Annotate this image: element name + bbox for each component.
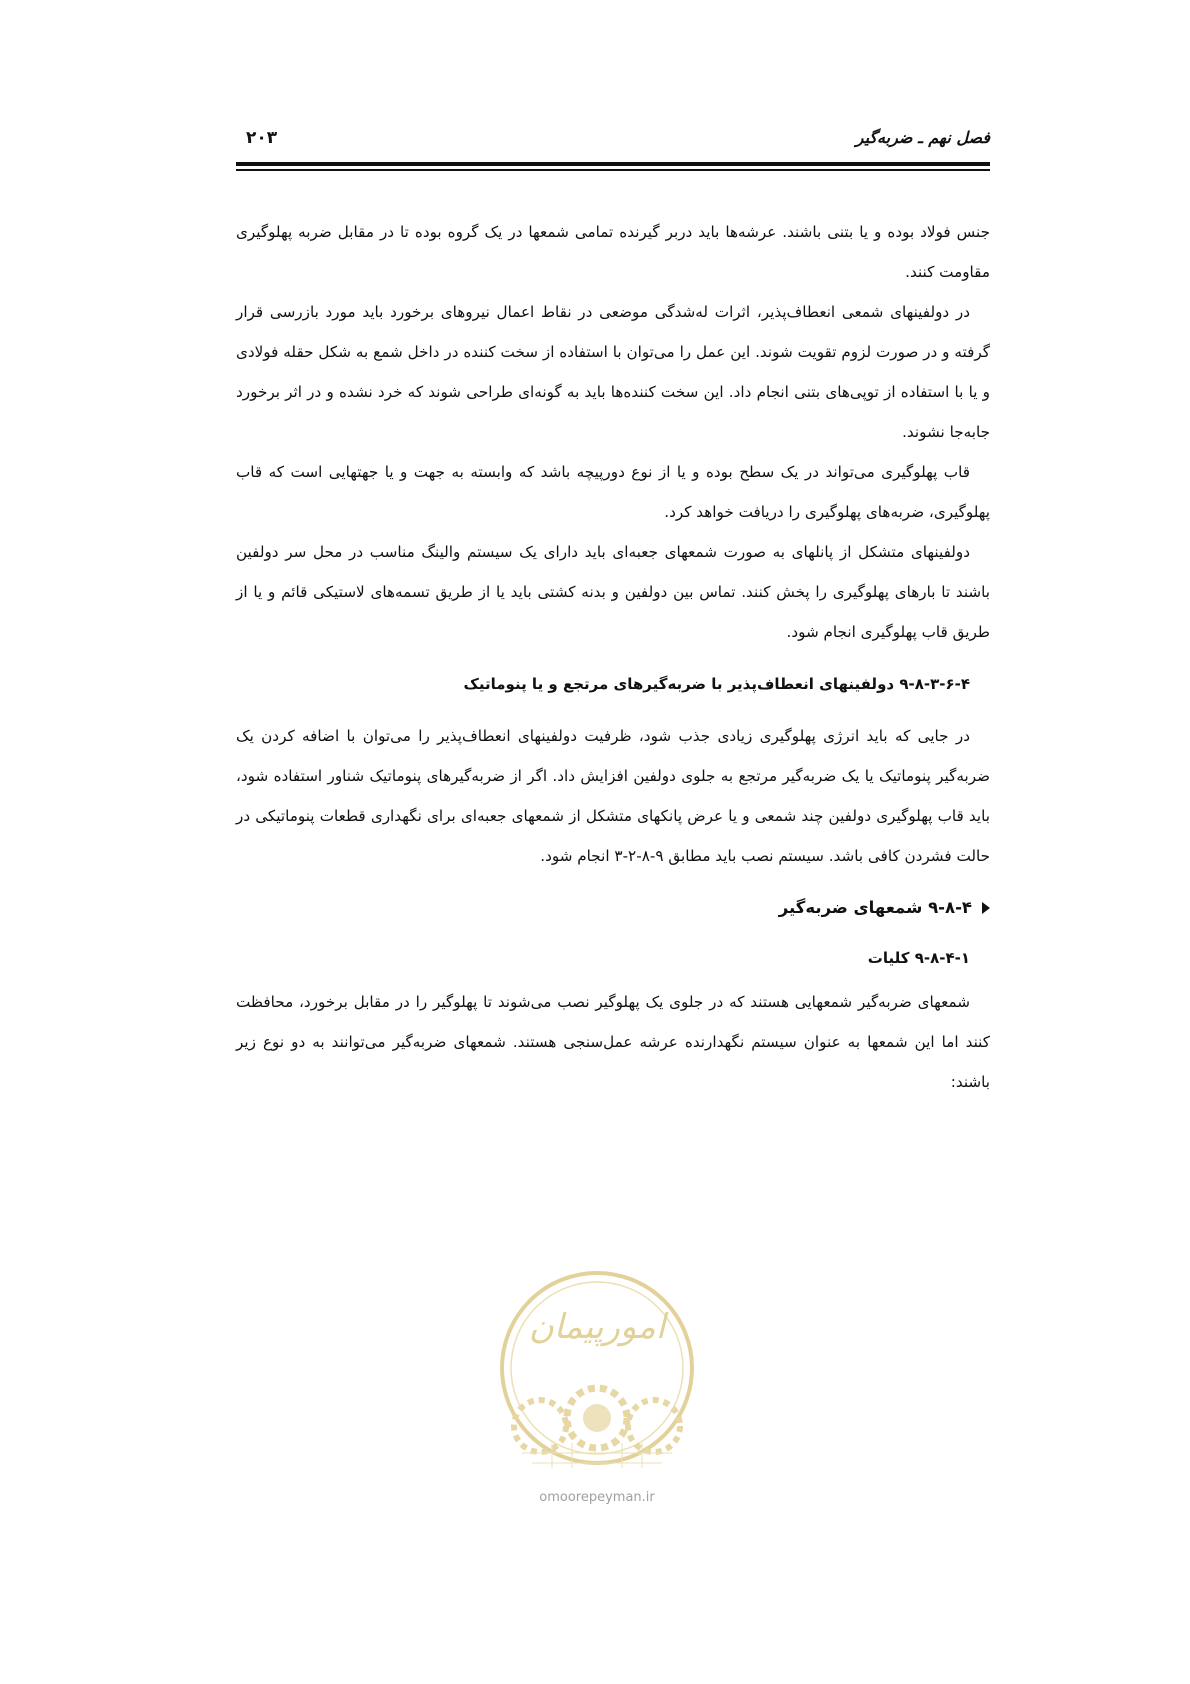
- header-rule-thin: [236, 169, 990, 171]
- header-rule-thick: [236, 162, 990, 166]
- triangle-bullet-icon: [982, 902, 990, 914]
- section-heading-9-8-4-text: ۹-۸-۴ شمعهای ضربه‌گیر: [778, 898, 972, 917]
- watermark-url: omoorepeyman.ir: [539, 1490, 655, 1505]
- watermark-logo-text: امورپیمان: [528, 1307, 666, 1347]
- paragraph-2: در دولفینهای شمعی انعطاف‌پذیر، اثرات له‌شدگی موضعی در نقاط اعمال نیروهای برخورد باید مورد بازرسی قرار گرفته و در صورت لزوم تقویت شوند. این عمل را می‌توان با استفاده از سخت کننده در داخل شمع به شکل حقله فولادی و یا با استفاده از توپی‌های بتنی انجام داد. این سخت کننده‌ها باید به گونه‌ای طراحی شوند که خرد نشده و در اثر برخورد جابه‌جا نشوند.: [236, 303, 990, 441]
- page-number: ۲۰۳: [246, 128, 278, 148]
- watermark-logo: [492, 1268, 702, 1505]
- chapter-title: فصل نهم ـ ضربه‌گیر: [855, 128, 990, 147]
- section-heading-9-8-4: [236, 888, 990, 928]
- page-body: [236, 212, 990, 1102]
- paragraph-4: دولفینهای متشکل از پانلهای به صورت شمعهای جعبه‌ای باید دارای یک سیستم والینگ مناسب در محل سر دولفین باشند تا بارهای پهلوگیری را پخش کنند. تماس بین دولفین و بدنه کشتی باید یا از طریق تسمه‌های لاستیکی قائم و یا از طریق قاب پهلوگیری انجام شود.: [236, 543, 990, 641]
- section-heading-9-8-4-1: ۹-۸-۴-۱ کلیات: [867, 949, 970, 967]
- paragraph-6: شمعهای ضربه‌گیر شمعهایی هستند که در جلوی یک پهلوگیر نصب می‌شوند تا پهلوگیر را در مقابل برخورد، محافظت کنند اما این شمعها به عنوان سیستم نگهدارنده عرشه عمل‌سنجی هستند. شمعهای ضربه‌گیر می‌توانند به دو نوع زیر باشند:: [236, 993, 990, 1091]
- paragraph-3: قاب پهلوگیری می‌تواند در یک سطح بوده و یا از نوع دورپیچه باشد که وابسته به جهت و یا جهتهایی است که قاب پهلوگیری، ضربه‌های پهلوگیری را دریافت خواهد کرد.: [236, 463, 990, 521]
- paragraph-5: در جایی که باید انرژی پهلوگیری زیادی جذب شود، ظرفیت دولفینهای انعطاف‌پذیر را می‌توان با اضافه کردن یک ضربه‌گیر پنوماتیک یا یک ضربه‌گیر مرتجع به جلوی دولفین افزایش داد. اگر از ضربه‌گیرهای پنوماتیک شناور استفاده شود، باید قاب پهلوگیری دولفین چند شمعی و یا عرض پانکهای متشکل از شمعهای جعبه‌ای برای نگهداری قطعات پنوماتیکی در حالت فشردن کافی باشد. سیستم نصب باید مطابق ۹-۸-۲-۳ انجام شود.: [236, 727, 990, 865]
- paragraph-1: جنس فولاد بوده و یا بتنی باشند. عرشه‌ها باید دربر گیرنده تمامی شمعها در یک گروه بوده تا در مقابل ضربه پهلوگیری مقاومت کنند.: [236, 223, 990, 281]
- watermark-seal-icon: [492, 1268, 702, 1488]
- page-header: [236, 128, 990, 150]
- section-heading-9-8-3-6-4: ۹-۸-۳-۶-۴ دولفینهای انعطاف‌پذیر با ضربه‌گیرهای مرتجع و یا پنوماتیک: [463, 675, 970, 693]
